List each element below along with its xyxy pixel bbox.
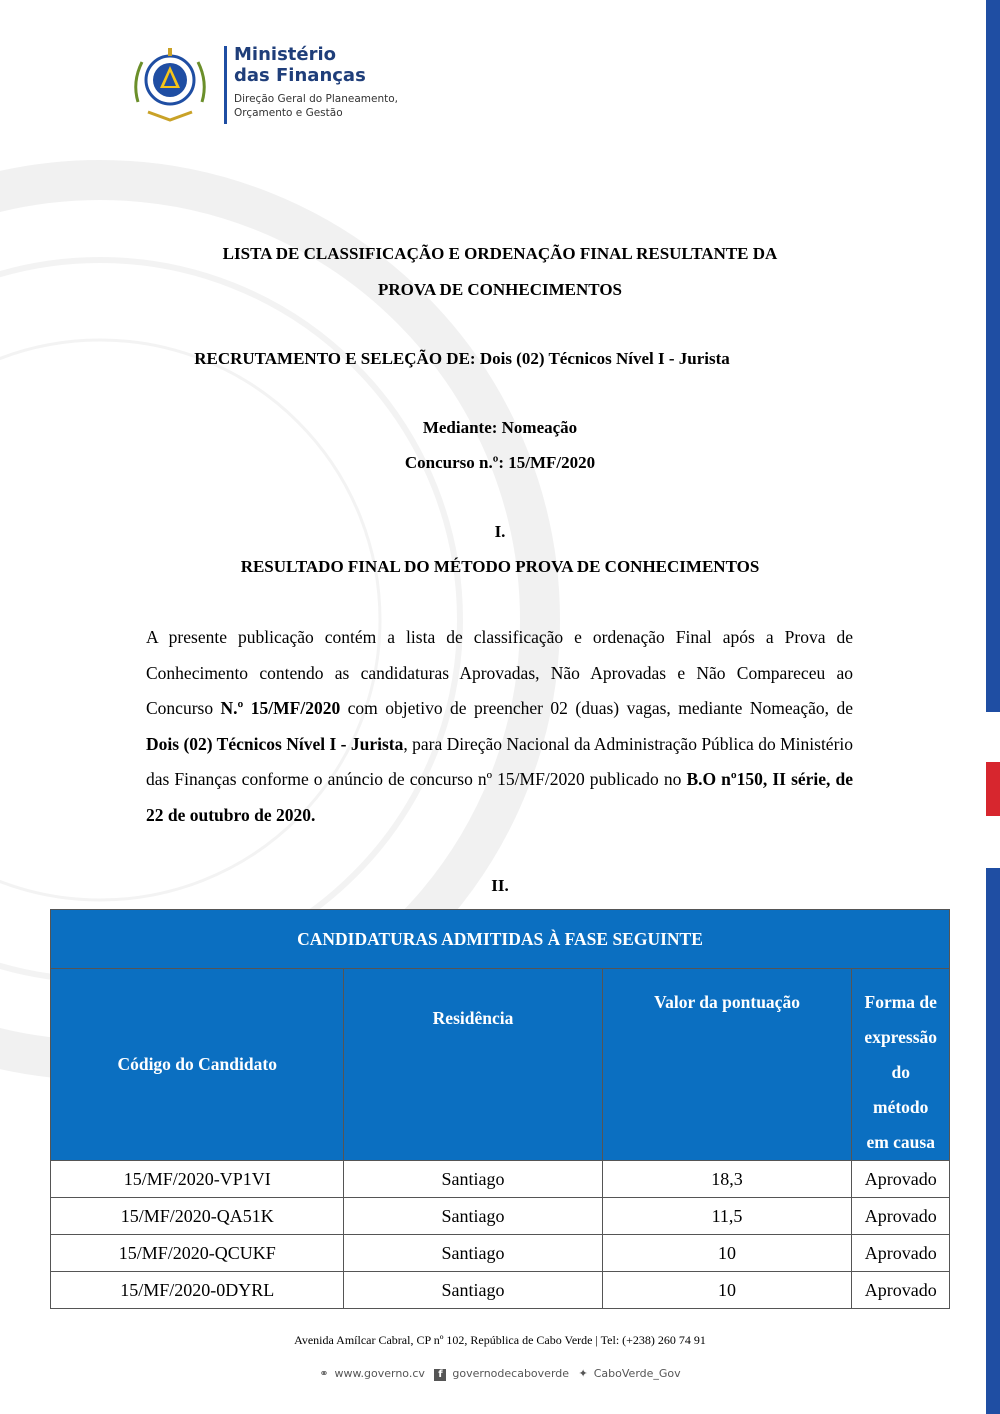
table-header-residence: Residência — [344, 969, 602, 1161]
table-header-result: Forma de expressão do método em causa — [852, 969, 950, 1161]
cell-code: 15/MF/2020-VP1VI — [51, 1161, 344, 1198]
body-text-2: com objetivo de preencher 02 (duas) vagas, mediante Nomeação, de — [340, 698, 853, 719]
footer-website[interactable]: www.governo.cv — [334, 1367, 425, 1380]
twitter-icon: ✦ — [578, 1367, 588, 1380]
cell-residence: Santiago — [344, 1161, 602, 1198]
body-text-3: , para Direção Nacional da Administração Pública do Ministério das Finanças conforme o anúncio de concurso nº 15/MF/2020 publicado no — [146, 733, 854, 790]
cell-score: 10 — [602, 1235, 852, 1272]
logo-subtitle — [234, 92, 398, 120]
mediante-line: Mediante: Nomeação — [422, 418, 578, 437]
logo-title-line1: Ministério — [234, 44, 337, 65]
cell-residence: Santiago — [344, 1272, 602, 1309]
cell-code: 15/MF/2020-QCUKF — [51, 1235, 344, 1272]
cell-score: 18,3 — [602, 1161, 852, 1198]
ministry-logo — [128, 42, 398, 128]
body-text-1: A presente publicação contém a lista de classificação e ordenação Final após a Prova de Conhecimento contendo as candidaturas Aprovadas, Não Aprovadas e Não Compareceu ao Concurso — [146, 627, 853, 719]
section1-number: I. — [494, 522, 506, 541]
logo-subtitle-line2: Orçamento e Gestão — [234, 107, 343, 119]
cell-result: Aprovado — [852, 1161, 950, 1198]
footer-twitter[interactable]: CaboVerde_Gov — [593, 1367, 681, 1380]
table-row — [51, 1272, 950, 1309]
cell-result: Aprovado — [852, 1235, 950, 1272]
globe-icon: ⚭ — [319, 1367, 329, 1380]
section1-title: RESULTADO FINAL DO MÉTODO PROVA DE CONHECIMENTOS — [240, 557, 760, 576]
side-bar-red — [986, 762, 1000, 816]
candidates-table — [50, 909, 950, 1309]
logo-divider — [224, 46, 227, 124]
body-bold-1: N.º 15/MF/2020 — [220, 698, 341, 719]
side-bar-blue-top — [986, 0, 1000, 712]
footer-links — [0, 1367, 1000, 1381]
logo-subtitle-line1: Direção Geral do Planeamento, — [234, 93, 399, 105]
table-row — [51, 1198, 950, 1235]
recruitment-line: RECRUTAMENTO E SELEÇÃO DE: Dois (02) Técnicos Nível I - Jurista — [194, 349, 730, 368]
doc-title-line2: PROVA DE CONHECIMENTOS — [377, 280, 623, 299]
section2-number: II. — [491, 876, 509, 895]
cell-result: Aprovado — [852, 1272, 950, 1309]
cell-residence: Santiago — [344, 1235, 602, 1272]
body-bold-3: B.O nº150, II série, de 22 de outubro de 2020. — [146, 769, 853, 825]
footer-facebook[interactable]: governodecaboverde — [452, 1367, 570, 1380]
facebook-icon: f — [434, 1369, 446, 1381]
table-header-score: Valor da pontuação — [602, 969, 852, 1161]
table-row — [51, 1235, 950, 1272]
doc-title-line1: LISTA DE CLASSIFICAÇÃO E ORDENAÇÃO FINAL RESULTANTE DA — [222, 244, 778, 263]
cell-code: 15/MF/2020-0DYRL — [51, 1272, 344, 1309]
concurso-line: Concurso n.º: 15/MF/2020 — [404, 453, 596, 472]
cell-result: Aprovado — [852, 1198, 950, 1235]
cell-code: 15/MF/2020-QA51K — [51, 1198, 344, 1235]
cell-score: 11,5 — [602, 1198, 852, 1235]
table-header-code: Código do Candidato — [51, 969, 344, 1161]
table-title: CANDIDATURAS ADMITIDAS À FASE SEGUINTE — [51, 910, 950, 969]
body-bold-2: Dois (02) Técnicos Nível I - Jurista — [146, 733, 404, 754]
logo-title-line2: das Finanças — [234, 65, 366, 86]
table-row — [51, 1161, 950, 1198]
coat-of-arms-icon — [128, 42, 212, 126]
footer-address: Avenida Amílcar Cabral, CP nº 102, República de Cabo Verde | Tel: (+238) 260 74 91 — [294, 1333, 706, 1347]
cell-score: 10 — [602, 1272, 852, 1309]
cell-residence: Santiago — [344, 1198, 602, 1235]
body-paragraph — [146, 620, 853, 834]
logo-title — [234, 44, 366, 86]
